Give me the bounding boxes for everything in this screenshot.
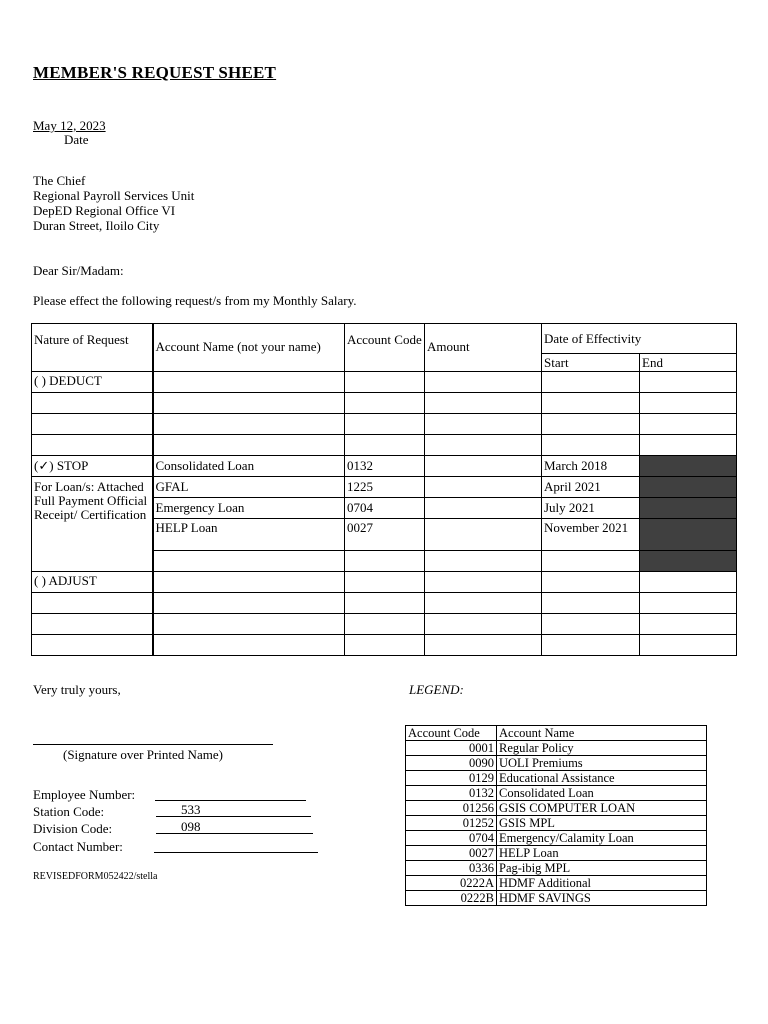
cell[interactable] <box>345 372 425 393</box>
cell[interactable] <box>153 635 345 656</box>
legend-row <box>406 831 707 846</box>
account-name-cell: Emergency Loan <box>153 498 345 519</box>
legend-row <box>406 876 707 891</box>
amount-cell[interactable] <box>425 519 542 551</box>
legend-row <box>406 861 707 876</box>
cell[interactable] <box>32 393 153 414</box>
request-table <box>31 323 737 656</box>
greeting: Dear Sir/Madam: <box>33 263 124 278</box>
cell[interactable] <box>153 572 345 593</box>
cell[interactable] <box>153 414 345 435</box>
division-code-field[interactable]: 098 <box>156 820 313 834</box>
cell[interactable] <box>32 635 153 656</box>
address-line: Duran Street, Iloilo City <box>33 218 160 233</box>
header-date-effectivity: Date of Effectivity <box>542 324 737 354</box>
cell[interactable] <box>153 435 345 456</box>
contact-number-label: Contact Number: <box>33 839 123 854</box>
recipient-address <box>33 173 194 233</box>
address-line: The Chief <box>33 173 86 188</box>
legend-label: LEGEND: <box>409 682 464 697</box>
header-account-name: Account Name (not your name) <box>153 324 345 372</box>
cell[interactable] <box>345 572 425 593</box>
employee-number-field[interactable] <box>155 786 306 801</box>
account-code-cell: 0027 <box>345 519 425 551</box>
cell[interactable] <box>542 635 640 656</box>
division-code-label: Division Code: <box>33 821 113 836</box>
legend-name: GSIS MPL <box>497 816 707 831</box>
cell[interactable] <box>640 635 737 656</box>
legend-code: 0222A <box>406 876 497 891</box>
cell[interactable] <box>32 614 153 635</box>
legend-name: Consolidated Loan <box>497 786 707 801</box>
legend-code: 0027 <box>406 846 497 861</box>
cell[interactable] <box>425 393 542 414</box>
legend-name: Educational Assistance <box>497 771 707 786</box>
end-cell-shaded <box>640 498 737 519</box>
cell[interactable] <box>153 551 345 572</box>
stop-option[interactable] <box>32 456 153 477</box>
cell[interactable] <box>542 435 640 456</box>
legend-header-name: Account Name <box>497 726 707 741</box>
cell[interactable] <box>32 593 153 614</box>
legend-row <box>406 741 707 756</box>
account-name-cell: Consolidated Loan <box>153 456 345 477</box>
cell[interactable] <box>345 551 425 572</box>
legend-name: HELP Loan <box>497 846 707 861</box>
start-cell: November 2021 <box>542 519 640 551</box>
closing-text: Very truly yours, <box>33 682 121 697</box>
cell[interactable] <box>640 572 737 593</box>
legend-row <box>406 891 707 906</box>
cell[interactable] <box>542 414 640 435</box>
cell[interactable] <box>345 593 425 614</box>
legend-row <box>406 816 707 831</box>
cell[interactable] <box>425 372 542 393</box>
cell[interactable] <box>345 435 425 456</box>
header-nature: Nature of Request <box>32 324 153 372</box>
legend-name: Regular Policy <box>497 741 707 756</box>
cell[interactable] <box>542 593 640 614</box>
legend-row <box>406 846 707 861</box>
account-code-cell: 0132 <box>345 456 425 477</box>
deduct-option[interactable]: ( ) DEDUCT <box>32 372 153 393</box>
amount-cell[interactable] <box>425 498 542 519</box>
station-code-label: Station Code: <box>33 804 105 819</box>
cell[interactable] <box>425 593 542 614</box>
cell[interactable] <box>153 372 345 393</box>
legend-code: 01252 <box>406 816 497 831</box>
cell[interactable] <box>640 435 737 456</box>
cell[interactable] <box>345 414 425 435</box>
start-cell: April 2021 <box>542 477 640 498</box>
end-cell-shaded <box>640 477 737 498</box>
contact-number-field[interactable] <box>154 838 318 853</box>
cell[interactable] <box>640 393 737 414</box>
cell[interactable] <box>542 614 640 635</box>
legend-name: Pag-ibig MPL <box>497 861 707 876</box>
cell[interactable] <box>425 572 542 593</box>
loan-note: For Loan/s: Attached Full Payment Official Receipt/ Certification <box>32 477 153 572</box>
cell[interactable] <box>425 635 542 656</box>
cell[interactable] <box>640 593 737 614</box>
cell[interactable] <box>542 572 640 593</box>
cell[interactable] <box>32 435 153 456</box>
legend-name: Emergency/Calamity Loan <box>497 831 707 846</box>
account-name-cell: HELP Loan <box>153 519 345 551</box>
cell[interactable] <box>542 372 640 393</box>
amount-cell[interactable] <box>425 456 542 477</box>
cell[interactable] <box>640 414 737 435</box>
legend-code: 0132 <box>406 786 497 801</box>
legend-code: 01256 <box>406 801 497 816</box>
end-cell-shaded <box>640 456 737 477</box>
revision-note: REVISEDFORM052422/stella <box>33 871 158 882</box>
address-line: Regional Payroll Services Unit <box>33 188 195 203</box>
legend-code: 0001 <box>406 741 497 756</box>
cell[interactable] <box>425 551 542 572</box>
legend-name: HDMF Additional <box>497 876 707 891</box>
header-amount: Amount <box>425 324 542 372</box>
cell[interactable] <box>32 414 153 435</box>
header-start: Start <box>542 354 640 372</box>
legend-code: 0222B <box>406 891 497 906</box>
legend-code: 0704 <box>406 831 497 846</box>
account-name-cell: GFAL <box>153 477 345 498</box>
employee-number-label: Employee Number: <box>33 787 136 802</box>
legend-code: 0090 <box>406 756 497 771</box>
amount-cell[interactable] <box>425 477 542 498</box>
cell[interactable] <box>153 393 345 414</box>
cell[interactable] <box>640 614 737 635</box>
adjust-option[interactable]: ( ) ADJUST <box>32 572 153 593</box>
legend-row <box>406 801 707 816</box>
legend-row <box>406 786 707 801</box>
legend-header-code: Account Code <box>406 726 497 741</box>
cell[interactable] <box>640 372 737 393</box>
request-date: May 12, 2023 <box>33 118 106 133</box>
station-code-field[interactable]: 533 <box>156 803 311 817</box>
cell[interactable] <box>345 635 425 656</box>
start-cell: March 2018 <box>542 456 640 477</box>
date-label: Date <box>64 132 89 147</box>
end-cell-shaded <box>640 519 737 551</box>
cell[interactable] <box>345 393 425 414</box>
end-cell-shaded <box>640 551 737 572</box>
legend-code: 0336 <box>406 861 497 876</box>
cell[interactable] <box>153 614 345 635</box>
address-line: DepED Regional Office VI <box>33 203 176 218</box>
legend-name: UOLI Premiums <box>497 756 707 771</box>
stop-label: ) STOP <box>49 458 89 473</box>
legend-code: 0129 <box>406 771 497 786</box>
legend-row <box>406 756 707 771</box>
legend-name: GSIS COMPUTER LOAN <box>497 801 707 816</box>
header-end: End <box>640 354 737 372</box>
cell[interactable] <box>542 551 640 572</box>
account-code-cell: 1225 <box>345 477 425 498</box>
cell[interactable] <box>153 593 345 614</box>
account-code-cell: 0704 <box>345 498 425 519</box>
check-icon: ✓ <box>38 458 50 473</box>
header-account-code: Account Code <box>345 324 425 372</box>
cell[interactable] <box>542 393 640 414</box>
legend-name: HDMF SAVINGS <box>497 891 707 906</box>
signature-label: (Signature over Printed Name) <box>63 747 223 762</box>
legend-table <box>405 725 707 906</box>
cell[interactable] <box>425 614 542 635</box>
cell[interactable] <box>425 414 542 435</box>
stop-open: ( <box>34 458 39 473</box>
start-cell: July 2021 <box>542 498 640 519</box>
intro-text: Please effect the following request/s from my Monthly Salary. <box>33 293 357 308</box>
legend-row <box>406 771 707 786</box>
cell[interactable] <box>345 614 425 635</box>
signature-line[interactable] <box>33 744 273 745</box>
page-title: MEMBER'S REQUEST SHEET <box>33 63 277 82</box>
cell[interactable] <box>425 435 542 456</box>
